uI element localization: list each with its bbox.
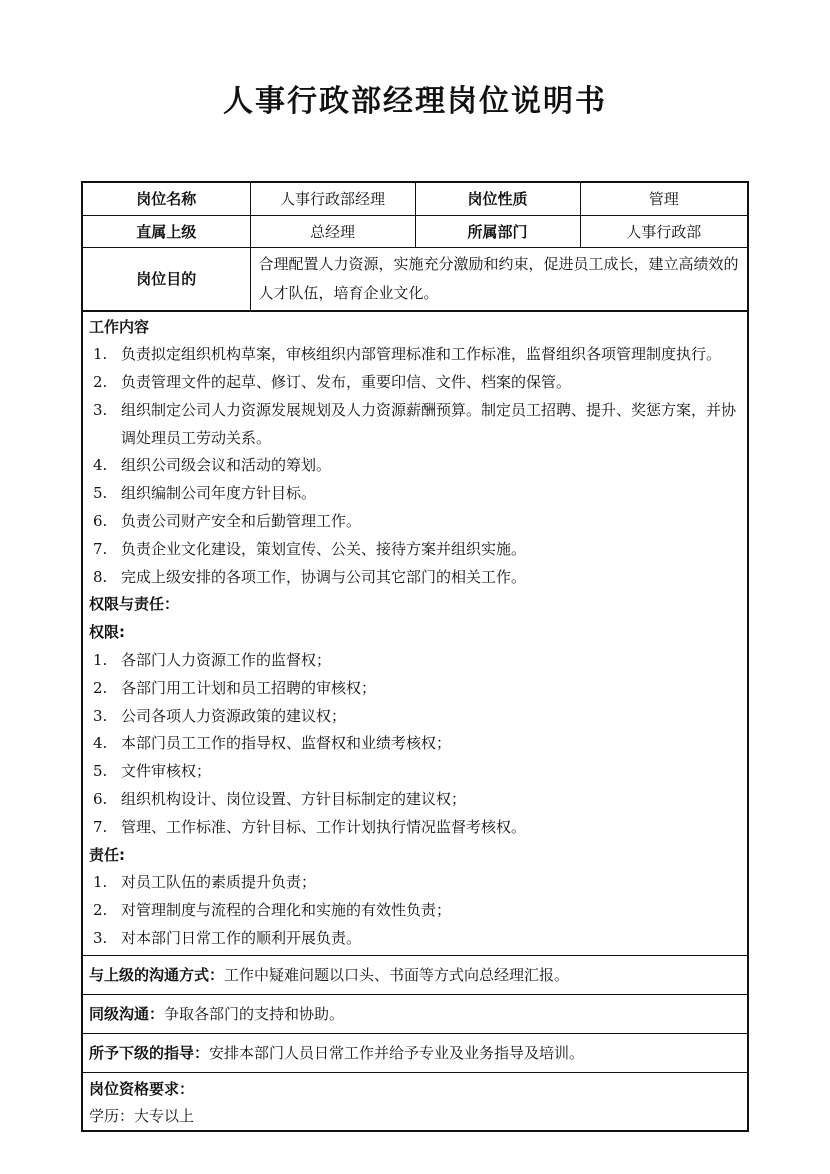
department-label: 所属部门 xyxy=(415,215,580,247)
basic-info-table xyxy=(83,183,747,311)
list-item-text: 负责管理文件的起草、修订、发布，重要印信、文件、档案的保管。 xyxy=(121,373,572,392)
list-item-text: 负责拟定组织机构草案，审核组织内部管理标准和工作标准，监督组织各项管理制度执行。 xyxy=(121,345,722,364)
list-item-text: 负责公司财产安全和后勤管理工作。 xyxy=(121,512,362,531)
authority-list xyxy=(89,647,741,842)
peer-communication-label: 同级沟通： xyxy=(89,1004,165,1023)
list-item xyxy=(89,397,741,453)
list-item xyxy=(89,897,741,925)
position-nature-label: 岗位性质 xyxy=(415,183,580,215)
list-item-number: 1. xyxy=(93,651,108,670)
responsibility-heading: 责任: xyxy=(89,845,125,864)
superior-communication-row xyxy=(83,955,747,994)
list-item-text: 公司各项人力资源政策的建议权； xyxy=(121,706,347,725)
list-item-number: 8. xyxy=(93,567,108,586)
purpose-label: 岗位目的 xyxy=(83,247,250,310)
list-item-text: 负责企业文化建设，策划宣传、公关、接待方案并组织实施。 xyxy=(121,539,527,558)
superior-communication-label: 与上级的沟通方式： xyxy=(89,965,225,984)
list-item-text: 各部门人力资源工作的监督权； xyxy=(121,651,332,670)
list-item-number: 3. xyxy=(93,929,108,948)
position-name-value: 人事行政部经理 xyxy=(250,183,415,215)
responsibility-list xyxy=(89,869,741,952)
list-item-number: 2. xyxy=(93,901,108,920)
position-name-label: 岗位名称 xyxy=(83,183,250,215)
list-item-number: 6. xyxy=(93,512,108,531)
list-item xyxy=(89,869,741,897)
list-item xyxy=(89,675,741,703)
superior-label: 直属上级 xyxy=(83,215,250,247)
list-item xyxy=(89,758,741,786)
list-item-number: 3. xyxy=(93,706,108,725)
list-item xyxy=(89,369,741,397)
list-item-text: 组织公司级会议和活动的筹划。 xyxy=(121,456,332,475)
list-item-number: 4. xyxy=(93,734,108,753)
list-item xyxy=(89,452,741,480)
list-item-text: 对管理制度与流程的合理化和实施的有效性负责； xyxy=(121,901,452,920)
work-list xyxy=(89,341,741,591)
list-item-text: 组织制定公司人力资源发展规划及人力资源薪酬预算。制定员工招聘、提升、奖惩方案，并协调处理员工劳动关系。 xyxy=(121,400,737,447)
list-item xyxy=(89,508,741,536)
list-item-text: 本部门员工工作的指导权、监督权和业绩考核权； xyxy=(121,734,452,753)
list-item-text: 文件审核权； xyxy=(121,762,212,781)
purpose-value: 合理配置人力资源，实施充分激励和约束，促进员工成长，建立高绩效的人才队伍，培育企业文化。 xyxy=(250,247,747,310)
job-description-table xyxy=(81,181,749,1132)
list-item xyxy=(89,814,741,842)
work-heading: 工作内容 xyxy=(89,317,150,336)
list-item xyxy=(89,786,741,814)
list-item xyxy=(89,536,741,564)
position-nature-value: 管理 xyxy=(580,183,747,215)
subordinate-guidance-label: 所予下级的指导： xyxy=(89,1043,210,1062)
list-item xyxy=(89,341,741,369)
list-item-text: 对员工队伍的素质提升负责； xyxy=(121,873,317,892)
list-item-number: 3. xyxy=(93,400,108,419)
peer-communication-row xyxy=(83,994,747,1033)
list-item xyxy=(89,703,741,731)
superior-value: 总经理 xyxy=(250,215,415,247)
authority-responsibility-heading: 权限与责任： xyxy=(89,595,180,614)
list-item-text: 对本部门日常工作的顺利开展负责。 xyxy=(121,929,362,948)
superior-communication-text: 工作中疑难问题以口头、书面等方式向总经理汇报。 xyxy=(224,965,570,984)
list-item xyxy=(89,925,741,953)
list-item-text: 组织编制公司年度方针目标。 xyxy=(121,484,317,503)
peer-communication-text: 争取各部门的支持和协助。 xyxy=(164,1004,345,1023)
authority-heading: 权限: xyxy=(89,623,125,642)
list-item-text: 各部门用工计划和员工招聘的审核权； xyxy=(121,678,377,697)
qualification-heading: 岗位资格要求： xyxy=(89,1079,195,1098)
subordinate-guidance-row xyxy=(83,1033,747,1072)
list-item-number: 7. xyxy=(93,817,108,836)
list-item xyxy=(89,730,741,758)
list-item-number: 4. xyxy=(93,456,108,475)
list-item-number: 5. xyxy=(93,484,108,503)
list-item-number: 5. xyxy=(93,762,108,781)
list-item xyxy=(89,647,741,675)
list-item xyxy=(89,480,741,508)
subordinate-guidance-text: 安排本部门人员日常工作并给予专业及业务指导及培训。 xyxy=(209,1043,585,1062)
list-item-number: 6. xyxy=(93,790,108,809)
list-item-number: 7. xyxy=(93,539,108,558)
list-item-number: 2. xyxy=(93,373,108,392)
work-section xyxy=(83,311,747,955)
list-item-number: 1. xyxy=(93,873,108,892)
page-title: 人事行政部经理岗位说明书 xyxy=(223,84,607,119)
list-item-text: 完成上级安排的各项工作，协调与公司其它部门的相关工作。 xyxy=(121,567,527,586)
list-item-text: 组织机构设计、岗位设置、方针目标制定的建议权； xyxy=(121,790,467,809)
education-requirement: 学历：大专以上 xyxy=(89,1106,195,1125)
department-value: 人事行政部 xyxy=(580,215,747,247)
qualification-section xyxy=(83,1072,747,1130)
list-item xyxy=(89,564,741,592)
list-item-number: 1. xyxy=(93,345,108,364)
list-item-number: 2. xyxy=(93,678,108,697)
list-item-text: 管理、工作标准、方针目标、工作计划执行情况监督考核权。 xyxy=(121,817,527,836)
